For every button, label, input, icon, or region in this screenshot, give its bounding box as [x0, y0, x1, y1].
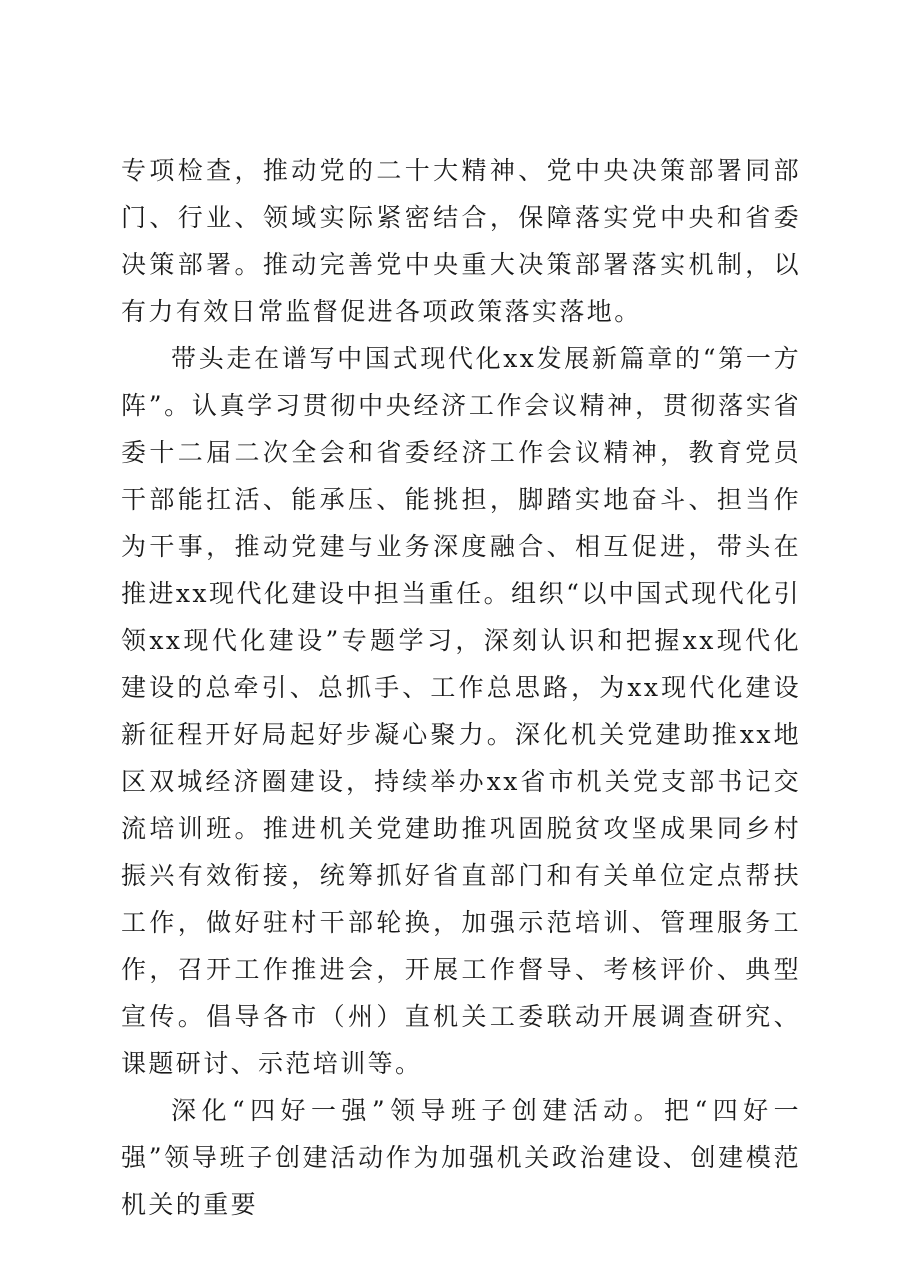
paragraph-first-rank: 带头走在谱写中国式现代化xx发展新篇章的“第一方阵”。认真学习贯彻中央经济工作会议精神，贯彻落实省委十二届二次全会和省委经济工作会议精神，教育党员干部能扛活、能承压、能挑担，脚踏实地奋斗、担当作为干事，推动党建与业务深度融合、相互促进，带头在推进xx现代化建设中担当重任。组织“以中国式现代化引领xx现代化建设”专题学习，深刻认识和把握xx现代化建设的总牵引、总抓手、工作总思路，为xx现代化建设新征程开好局起好步凝心聚力。深化机关党建助推xx地区双城经济圈建设，持续举办xx省市机关党支部书记交流培训班。推进机关党建助推巩固脱贫攻坚成果同乡村振兴有效衔接，统筹抓好省直部门和有关单位定点帮扶工作，做好驻村干部轮换，加强示范培训、管理服务工作，召开工作推进会，开展工作督导、考核评价、典型宣传。倡导各市（州）直机关工委联动开展调查研究、课题研讨、示范培训等。	[121, 344, 801, 1078]
paragraph-four-good-one-strong: 深化“四好一强”领导班子创建活动。把“四好一强”领导班子创建活动作为加强机关政治建设、创建模范机关的重要	[121, 1096, 801, 1219]
paragraph-policy-inspection: 专项检查，推动党的二十大精神、党中央决策部署同部门、行业、领域实际紧密结合，保障落实党中央和省委决策部署。推动完善党中央重大决策部署落实机制，以有力有效日常监督促进各项政策落实落地。	[121, 156, 801, 326]
document-body	[121, 147, 801, 1228]
